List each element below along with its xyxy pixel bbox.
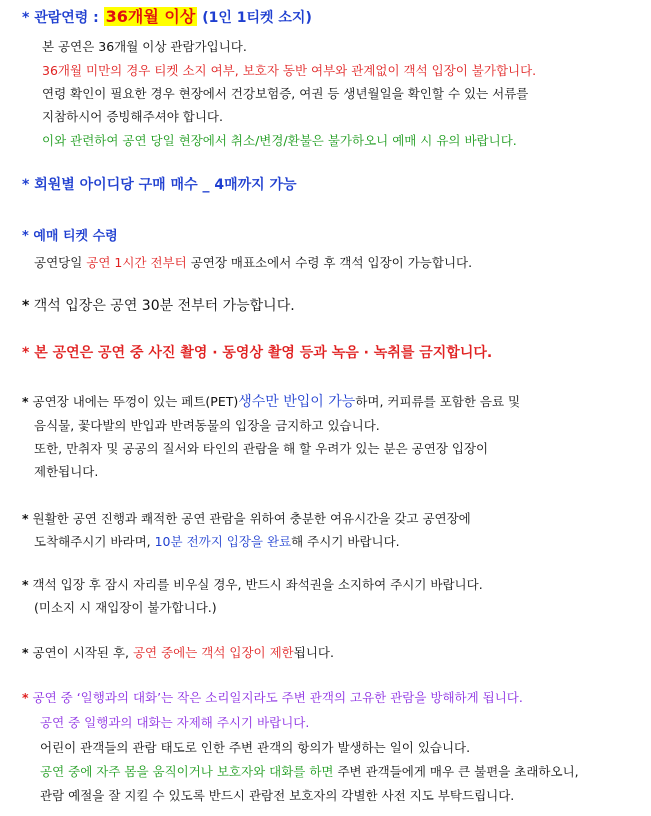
ticket-pickup-a: 공연당일 (34, 255, 87, 270)
reentry-line-1 (22, 577, 483, 593)
conversation-line-2: 공연 중 일행과의 대화는 자제해 주시기 바랍니다. (40, 715, 310, 730)
seat-entry-text: 객석 입장은 공연 30분 전부터 가능합니다. (33, 298, 295, 314)
no-recording-text: 본 공연은 공연 중 사진 촬영 · 동영상 촬영 등과 녹음 · 녹취를 금지합니다. (34, 345, 493, 361)
age-line-4: 지참하시어 증빙해주셔야 합니다. (42, 109, 223, 124)
arrival-line-1 (22, 511, 471, 527)
bullet: * (22, 298, 30, 314)
late-entry (22, 645, 334, 661)
pet-water-only: 생수만 반입이 가능 (238, 394, 356, 410)
seat-entry (22, 297, 295, 315)
arrival-deadline: 10분 전까지 입장을 완료 (154, 534, 292, 549)
conversation-line-3: 어린이 관객들의 관람 태도로 인한 주변 관객의 항의가 발생하는 일이 있습니다. (40, 740, 471, 755)
late-entry-a: 공연이 시작된 후, (32, 645, 133, 660)
reentry-line-2: (미소지 시 재입장이 불가합니다.) (34, 600, 217, 615)
age-line-1: 본 공연은 36개월 이상 관람가입니다. (42, 39, 247, 54)
bullet: * (22, 645, 29, 660)
conversation-line-4 (40, 764, 579, 780)
bullet: * (22, 345, 30, 361)
purchase-limit (22, 176, 297, 194)
pet-line-3: 또한, 만취자 및 공공의 질서와 타인의 관람을 해 할 우려가 있는 분은 공연장 입장이 (34, 441, 489, 456)
bullet: * (22, 10, 30, 26)
ticket-pickup-time: 공연 1시간 전부터 (86, 255, 187, 270)
ticket-pickup-heading: 예매 티켓 수령 (33, 229, 118, 244)
pet-line-1 (22, 394, 520, 410)
reentry-text-1: 객석 입장 후 잠시 자리를 비우실 경우, 반드시 좌석권을 소지하여 주시기 바랍니다. (32, 577, 483, 592)
arrival-line-2 (34, 534, 400, 550)
bullet: * (22, 229, 29, 244)
conversation-line-1 (22, 690, 523, 706)
age-line-2: 36개월 미만의 경우 티켓 소지 여부, 보호자 동반 여부와 관계없이 객석 입장이 불가합니다. (42, 63, 537, 78)
bullet: * (22, 511, 29, 526)
bullet: * (22, 177, 30, 193)
age-line-3: 연령 확인이 필요한 경우 현장에서 건강보험증, 여권 등 생년월일을 확인할 수 있는 서류를 (42, 86, 529, 101)
age-line-5: 이와 관련하여 공연 당일 현장에서 취소/변경/환불은 불가하오니 예매 시 유의 바랍니다. (42, 133, 517, 148)
pet-a: 공연장 내에는 뚜껑이 있는 페트(PET) (32, 394, 239, 409)
bullet: * (22, 690, 29, 705)
bullet: * (22, 577, 29, 592)
pet-line-2: 음식물, 꽃다발의 반입과 반려동물의 입장을 금지하고 있습니다. (34, 418, 380, 433)
age-highlight: 36개월 이상 (105, 7, 196, 26)
no-recording (22, 344, 492, 362)
pet-line-4: 제한됩니다. (34, 464, 99, 479)
bullet: * (22, 394, 29, 409)
conversation-text-1: 공연 중 ‘일행과의 대화’는 작은 소리일지라도 주변 관객의 고유한 관람을 방해하게 됩니다. (32, 690, 523, 705)
arrival-c: 해 주시기 바랍니다. (291, 534, 400, 549)
late-entry-c: 됩니다. (293, 645, 334, 660)
ticket-pickup-c: 공연장 매표소에서 수령 후 객석 입장이 가능합니다. (186, 255, 473, 270)
ticket-pickup-title (22, 229, 118, 245)
late-entry-restricted: 공연 중에는 객석 입장이 제한 (132, 645, 294, 660)
arrival-a: 도착해주시기 바라며, (34, 534, 155, 549)
arrival-text-1: 원활한 공연 진행과 쾌적한 공연 관람을 위하여 충분한 여유시간을 갖고 공연장에 (32, 511, 471, 526)
age-label: 관람연령 : (34, 10, 104, 26)
conversation-rest: 주변 관객들에게 매우 큰 불편을 초래하오니, (333, 764, 579, 779)
purchase-limit-text: 회원별 아이디당 구매 매수 _ 4매까지 가능 (34, 177, 297, 193)
age-heading (22, 8, 312, 27)
pet-c: 하며, 커피류를 포함한 음료 및 (355, 394, 521, 409)
ticket-pickup-line (34, 255, 472, 271)
conversation-green: 공연 중에 자주 몸을 움직이거나 보호자와 대화를 하면 (40, 764, 334, 779)
conversation-line-5: 관람 예절을 잘 지킬 수 있도록 반드시 관람전 보호자의 각별한 사전 지도 부탁드립니다. (40, 788, 515, 803)
age-note: (1인 1티켓 소지) (202, 10, 312, 26)
